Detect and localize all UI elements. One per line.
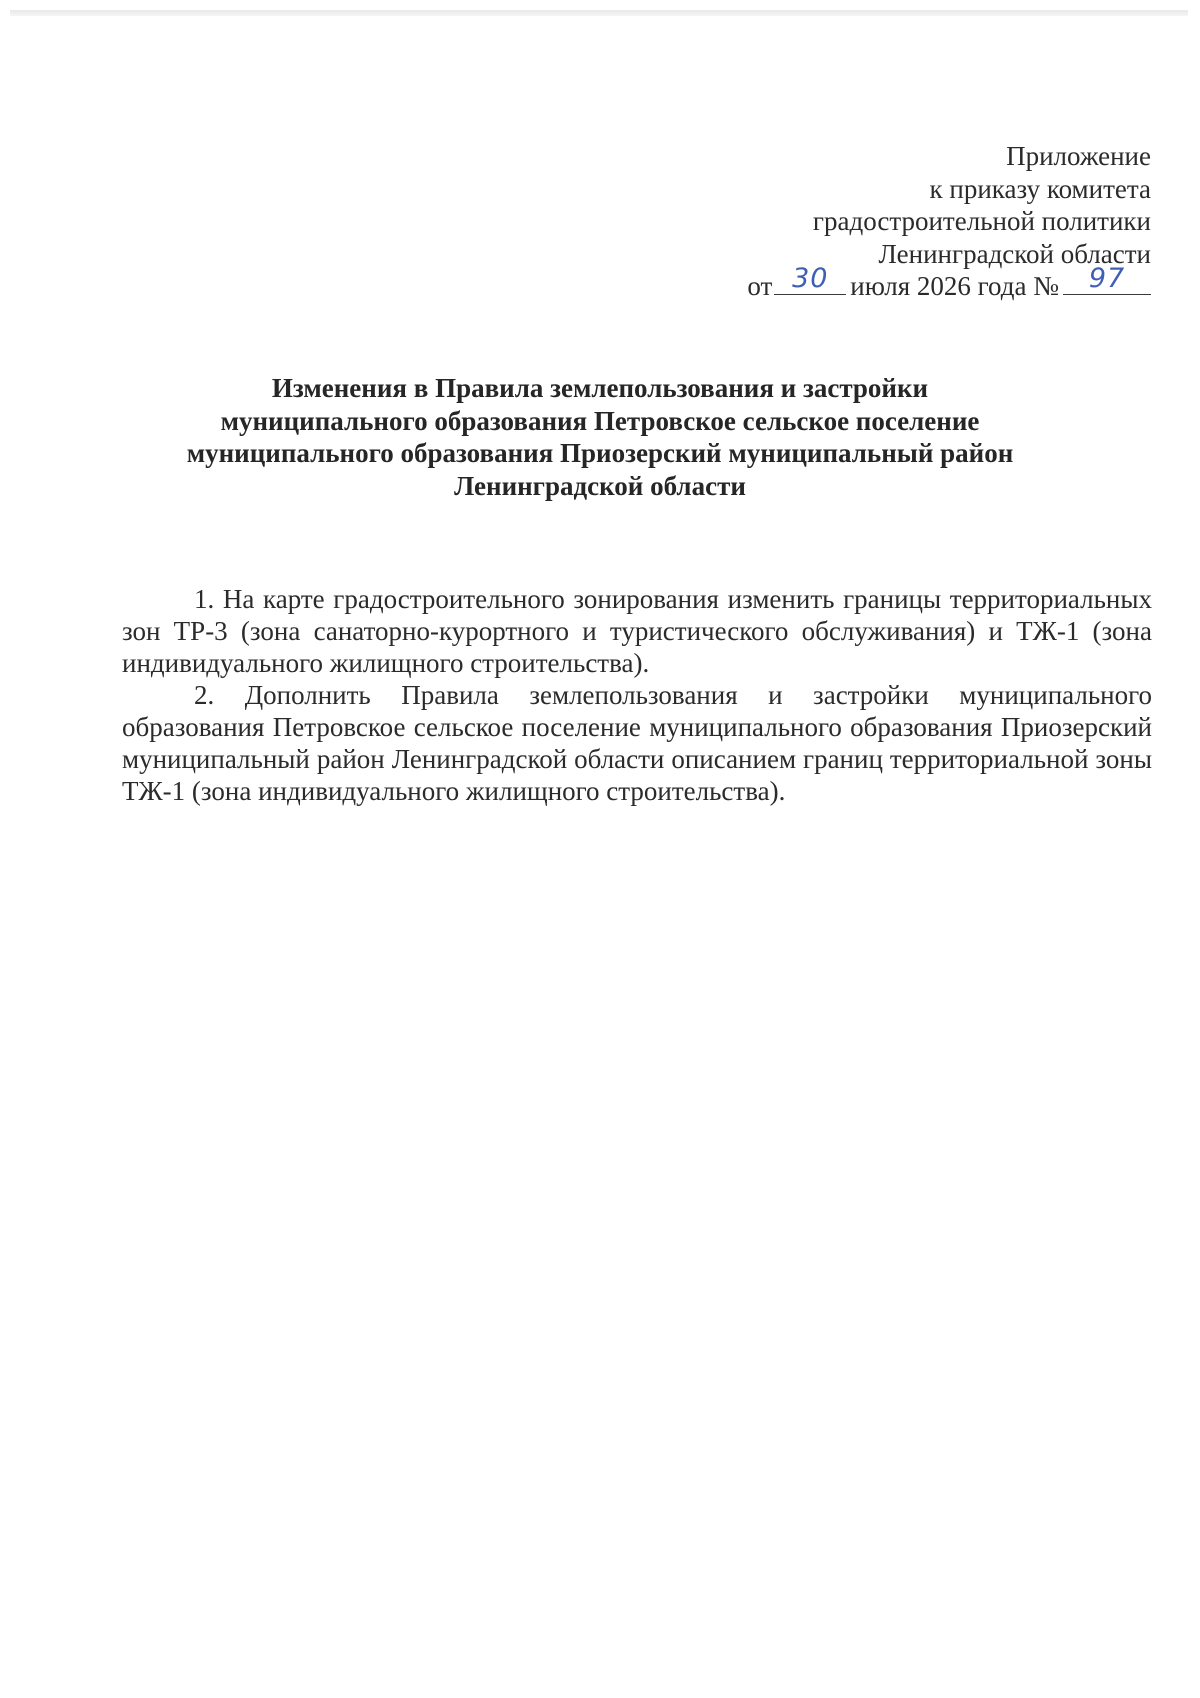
paragraph-item-1: 1. На карте градостроительного зонирования изменить границы территориальных зон ТР-3 (зона санаторно-курортного и туристического обслуживания) и ТЖ-1 (зона индивидуального жилищного строительства). xyxy=(122,584,1152,678)
appendix-header xyxy=(591,140,1151,303)
date-prefix: от xyxy=(747,271,773,301)
day-blank xyxy=(774,263,846,295)
appendix-region: Ленинградской области xyxy=(878,238,1151,269)
title-line-3: муниципального образования Приозерский муниципальный район xyxy=(186,438,1014,468)
appendix-order-ref: к приказу комитета xyxy=(929,173,1151,204)
appendix-label: Приложение xyxy=(1006,141,1151,171)
handwritten-day: 30 xyxy=(792,263,829,294)
number-blank xyxy=(1063,263,1151,295)
handwritten-number: 97 xyxy=(1088,263,1126,294)
date-middle: июля 2026 года № xyxy=(850,271,1059,301)
document-body xyxy=(122,583,1152,807)
paragraph-item-2: 2. Дополнить Правила землепользования и застройки муниципального образования Петровское сельское поселение муниципального образования Приозерский муниципальный район Ленинградской области описанием границ территориальной зоны ТЖ-1 (зона индивидуального жилищного строительства). xyxy=(122,680,1152,806)
title-line-4: Ленинградской области xyxy=(454,470,746,501)
appendix-date-line xyxy=(591,263,1151,303)
title-line-1: Изменения в Правила землепользования и застройки xyxy=(271,373,929,403)
scan-top-edge xyxy=(10,10,1188,16)
title-line-2: муниципального образования Петровское сельское поселение xyxy=(220,405,980,436)
document-title xyxy=(150,372,1050,502)
appendix-committee: градостроительной политики xyxy=(812,206,1151,236)
